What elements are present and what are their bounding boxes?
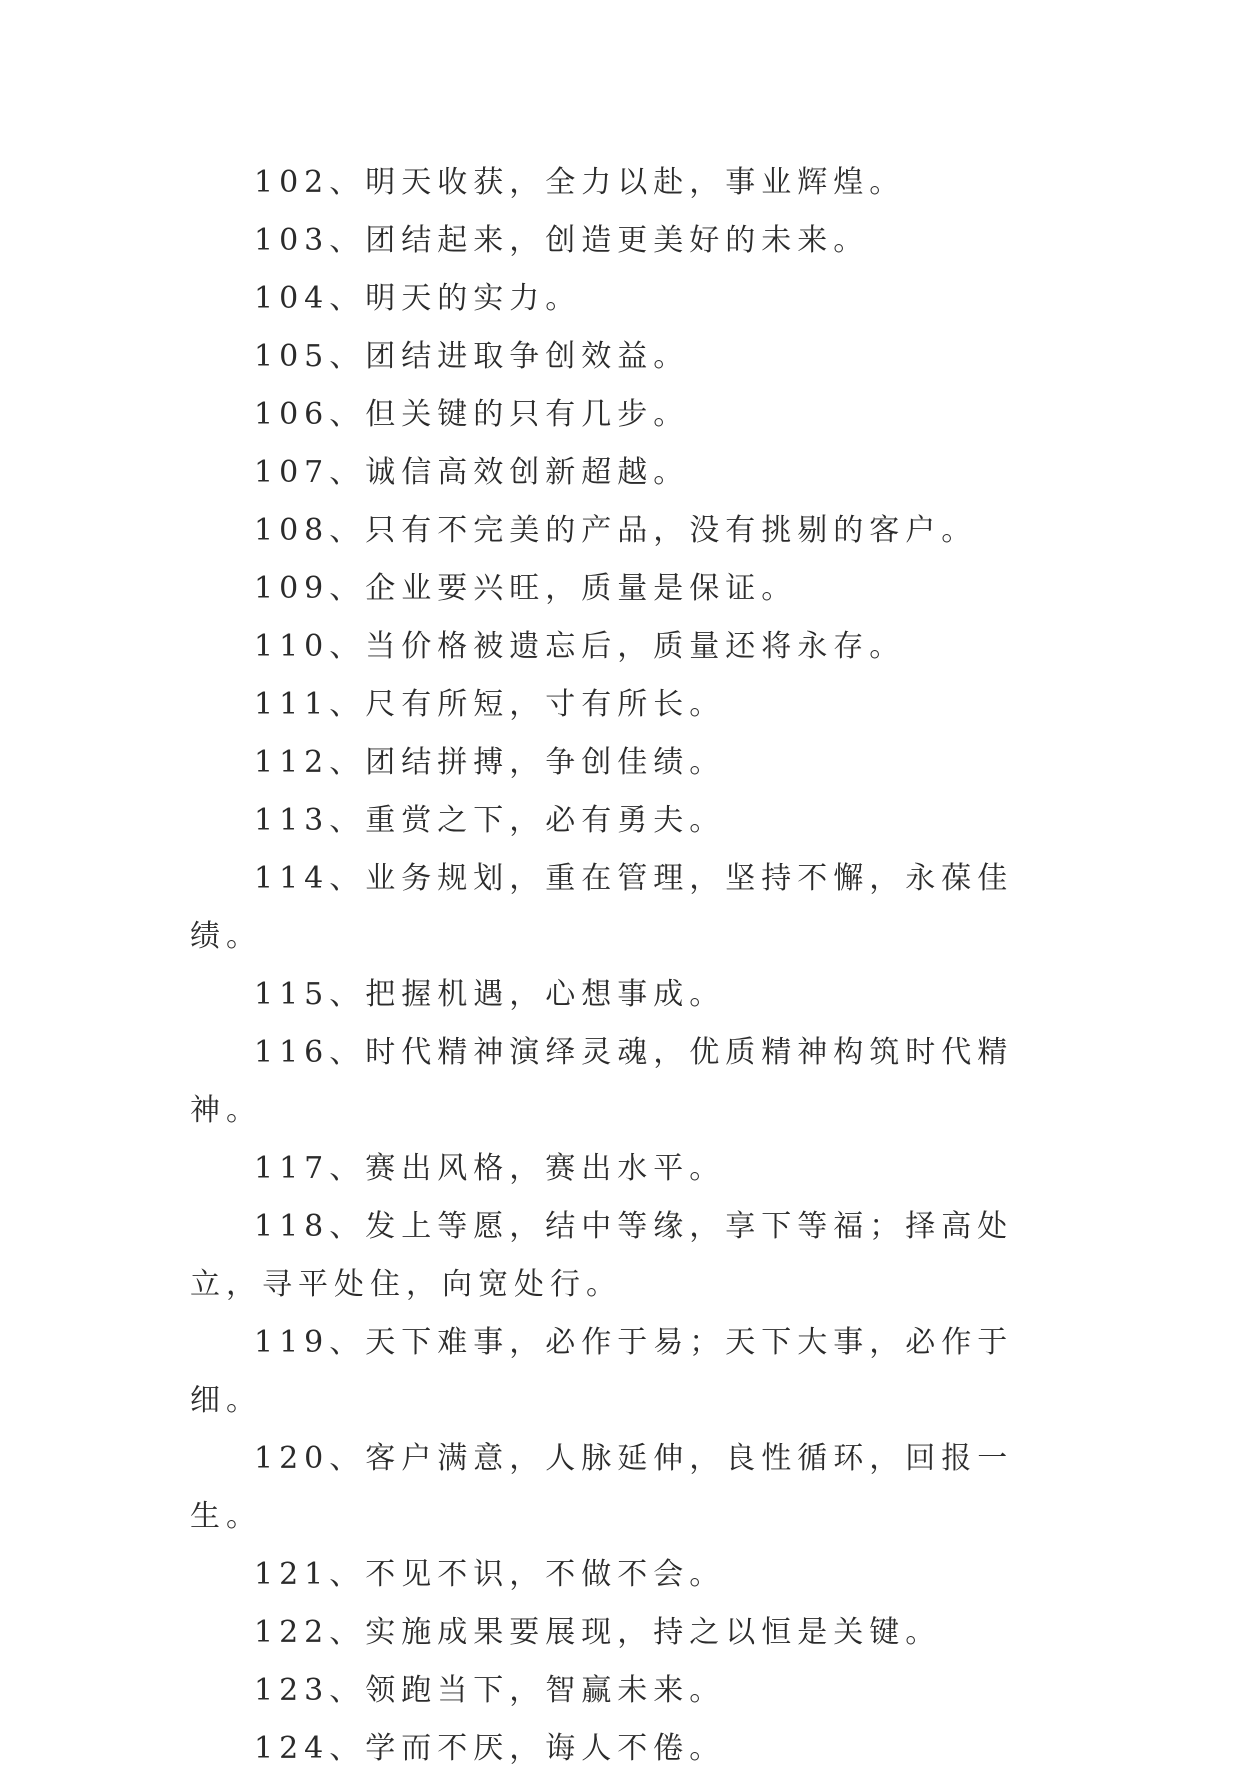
list-item: 124、学而不厌，诲人不倦。 (254, 1731, 726, 1766)
list-item: 113、重赏之下，必有勇夫。 (254, 803, 726, 838)
list-item: 123、领跑当下，智赢未来。 (254, 1673, 726, 1708)
list-item: 117、赛出风格，赛出水平。 (254, 1151, 726, 1186)
list-item: 109、企业要兴旺，质量是保证。 (254, 571, 798, 606)
list-item: 112、团结拼搏，争创佳绩。 (254, 745, 726, 780)
list-item: 121、不见不识，不做不会。 (254, 1557, 726, 1592)
list-item: 122、实施成果要展现，持之以恒是关键。 (254, 1615, 942, 1650)
list-item: 108、只有不完美的产品，没有挑剔的客户。 (254, 513, 978, 548)
list-item: 115、把握机遇，心想事成。 (254, 977, 726, 1012)
list-item: 103、团结起来，创造更美好的未来。 (254, 223, 870, 258)
list-item: 104、明天的实力。 (254, 281, 582, 316)
list-item: 107、诚信高效创新超越。 (254, 455, 690, 490)
list-item: 118、发上等愿，结中等缘，享下等福；择高处立，寻平处住，向宽处行。 (190, 1209, 1014, 1302)
document-body (190, 154, 1052, 1778)
list-item: 110、当价格被遗忘后，质量还将永存。 (254, 629, 906, 664)
list-item: 102、明天收获，全力以赴，事业辉煌。 (254, 165, 906, 200)
list-item: 111、尺有所短，寸有所长。 (254, 687, 726, 722)
list-item: 119、天下难事，必作于易；天下大事，必作于细。 (190, 1325, 1014, 1418)
list-item: 106、但关键的只有几步。 (254, 397, 690, 432)
list-item: 114、业务规划，重在管理，坚持不懈，永葆佳绩。 (190, 861, 1014, 954)
list-item: 120、客户满意，人脉延伸，良性循环，回报一生。 (190, 1441, 1014, 1534)
list-item: 116、时代精神演绎灵魂，优质精神构筑时代精神。 (190, 1035, 1014, 1128)
list-item: 105、团结进取争创效益。 (254, 339, 690, 374)
